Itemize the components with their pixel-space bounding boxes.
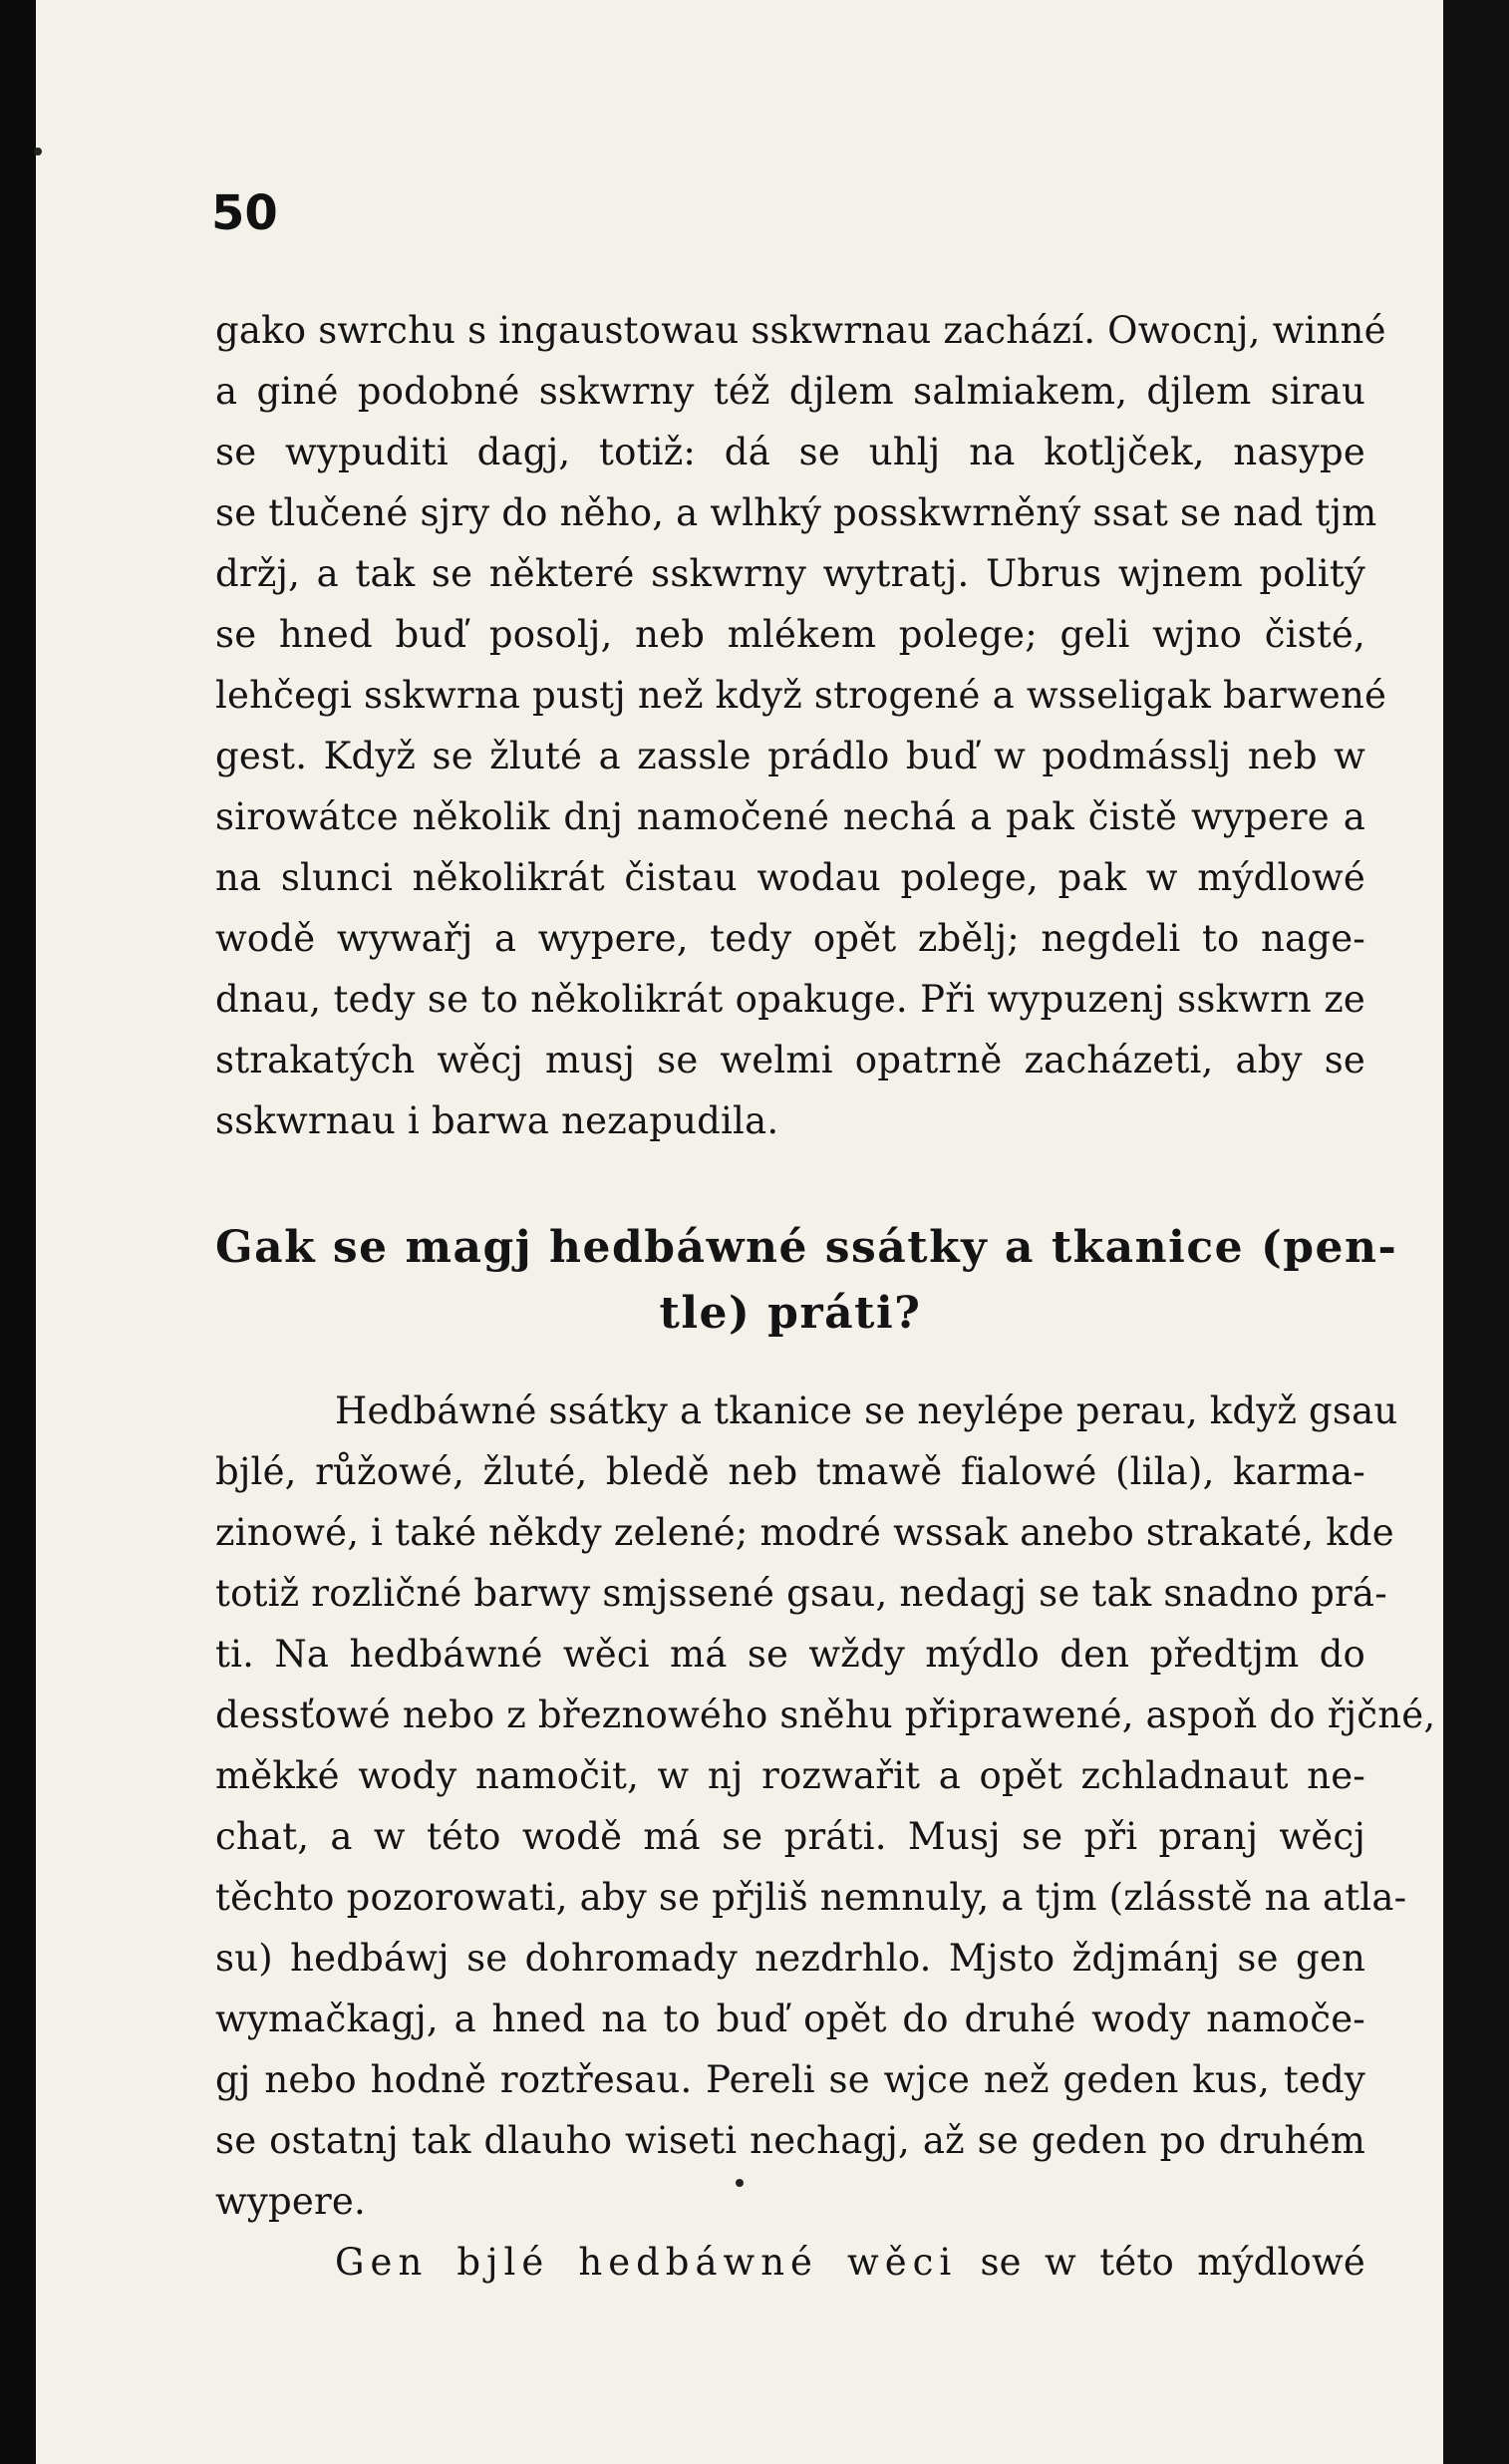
text-line: se ostatnj tak dlauho wiseti nechagj, až se geden po druhém: [215, 2119, 1365, 2162]
text-line: těchto pozorowati, aby se přjliš nemnuly, a tjm (zlásstě na atla-: [215, 1876, 1407, 1919]
text-line: wypere.: [215, 2180, 366, 2223]
text-line: wymačkagj, a hned na to buď opět do druhé wody namoče-: [215, 1998, 1365, 2040]
text-line: gj nebo hodně roztřesau. Pereli se wjce než geden kus, tedy: [215, 2058, 1365, 2101]
text-line: strakatých wěcj musj se welmi opatrně zacházeti, aby se: [215, 1039, 1365, 1081]
text-line: gako swrchu s ingaustowau sskwrnau zachází. Owocnj, winné: [215, 309, 1386, 352]
scan-speck: [34, 148, 42, 155]
text-line: Hedbáwné ssátky a tkanice se neylépe perau, když gsau: [335, 1389, 1398, 1432]
text-line: se hned buď posolj, neb mlékem polege; geli wjno čisté,: [215, 613, 1365, 656]
text-line: zinowé, i také někdy zelené; modré wssak anebo strakaté, kde: [215, 1511, 1394, 1554]
text-line: držj, a tak se některé sskwrny wytratj. Ubrus wjnem politý: [215, 552, 1365, 595]
text-line: su) hedbáwj se dohromady nezdrhlo. Mjsto ždjmánj se gen: [215, 1937, 1365, 1980]
text-line: bjlé, růžowé, žluté, bledě neb tmawě fialowé (lila), karma-: [215, 1450, 1365, 1493]
text-line: dessťowé nebo z březnowého sněhu připrawené, aspoň do řjčné,: [215, 1694, 1436, 1736]
text-line: sirowátce několik dnj namočené nechá a pak čistě wypere a: [215, 795, 1365, 838]
text-line: sskwrnau i barwa nezapudila.: [215, 1099, 779, 1142]
text-line: totiž rozličné barwy smjssené gsau, nedagj se tak snadno prá-: [215, 1572, 1387, 1615]
page-number: 50: [211, 185, 278, 241]
text-line: lehčegi sskwrna pustj než když strogené a wsseligak barwené: [215, 674, 1387, 717]
text-line: se tlučené sjry do něho, a wlhký posskwrněný ssat se nad tjm: [215, 491, 1377, 534]
section-heading-line-2: tle) práti?: [659, 1288, 922, 1339]
text-line: a giné podobné sskwrny též djlem salmiakem, djlem sirau: [215, 370, 1365, 413]
text-line: měkké wody namočit, w nj rozwařit a opět zchladnaut ne-: [215, 1754, 1365, 1797]
text-line: ti. Na hedbáwné wěci má se wždy mýdlo den předtjm do: [215, 1633, 1365, 1676]
text-line: wodě wywařj a wypere, tedy opět zbělj; negdeli to nage-: [215, 917, 1365, 960]
text-line: dnau, tedy se to několikrát opakuge. Při wypuzenj sskwrn ze: [215, 978, 1365, 1021]
spaced-phrase: Gen bjlé hedbáwné wěci: [335, 2241, 958, 2284]
text-line: gest. Když se žluté a zassle prádlo buď w podmásslj neb w: [215, 735, 1365, 777]
section-heading-line-1: Gak se magj hedbáwné ssátky a tkanice (pen-: [215, 1222, 1398, 1273]
text-line-last: [335, 2233, 1365, 2293]
phrase-rest: se w této mýdlowé: [980, 2241, 1365, 2284]
scan-edge: [1443, 0, 1509, 2464]
text-line: se wypuditi dagj, totiž: dá se uhlj na kotljček, nasype: [215, 431, 1365, 473]
text-line: chat, a w této wodě má se práti. Musj se při pranj wěcj: [215, 1815, 1365, 1858]
text-line: na slunci několikrát čistau wodau polege, pak w mýdlowé: [215, 856, 1365, 899]
